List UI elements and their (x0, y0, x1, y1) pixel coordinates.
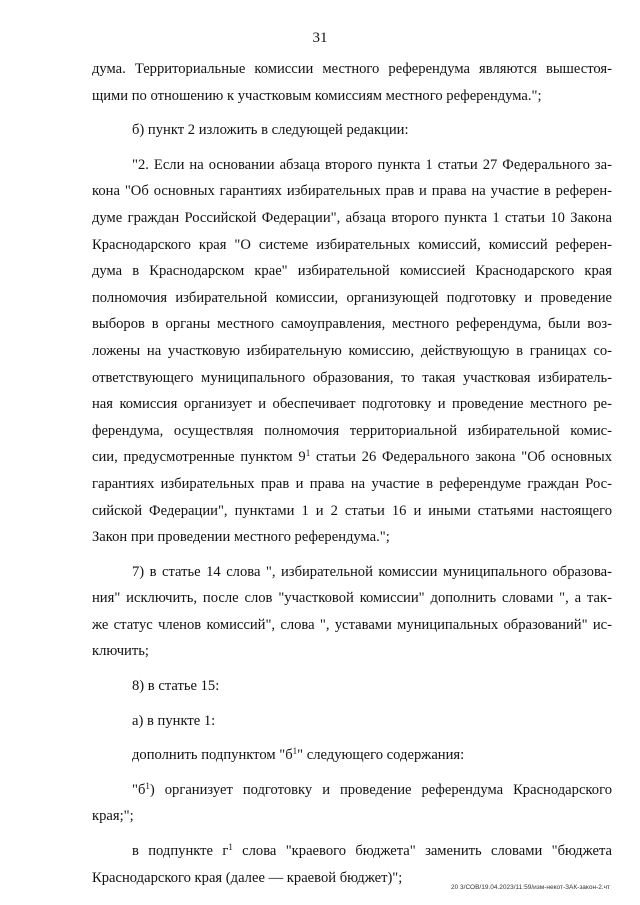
paragraph (92, 56, 612, 109)
text-line: Краснодарского края "О системе избирательных комиссий, комиссий референ- (92, 236, 612, 253)
text-line: ложены на участковую избирательную комиссию, действующую в границах со- (92, 342, 612, 359)
text-segment: "б (132, 781, 146, 798)
text-line: же статус членов комиссий", слова ", уставами муниципальных образований" ис- (92, 616, 612, 633)
text-segment: слова "краевого бюджета" заменить словами "бюджета (232, 843, 612, 860)
superscript: 1 (145, 780, 150, 791)
text-line: думе граждан Российской Федерации", абзаца второго пункта 1 статьи 10 Закона (92, 209, 612, 226)
text-line: полномочия избирательной комиссии, организующей подготовку и проведение (92, 289, 612, 306)
text-line (92, 838, 612, 865)
text-line: Закон при проведении местного референдума."; (92, 529, 390, 546)
paragraph (92, 673, 612, 700)
text-segment: ) организует подготовку и проведение референдума Краснодарского (149, 781, 612, 798)
text-segment: в подпункте г (132, 843, 229, 860)
text-line: а) в пункте 1: (132, 712, 216, 729)
text-line: кона "Об основных гарантиях избирательных прав и права на участие в референ- (92, 183, 612, 200)
text-line: сийской Федерации", пунктами 1 и 2 статьи 16 и иными статьями настоящего (92, 502, 612, 519)
text-line: ная комиссия организует и обеспечивает подготовку и проведение местного ре- (92, 396, 612, 413)
superscript: 1 (305, 448, 311, 459)
text-line (92, 742, 612, 769)
document-body (92, 56, 612, 891)
text-line: ответствующего муниципального образования, то такая участковая избиратель- (92, 369, 612, 386)
paragraph (92, 708, 612, 735)
text-line (92, 444, 612, 471)
text-segment: статьи 26 Федерального закона "Об основных (310, 449, 612, 466)
text-line: 7) в статье 14 слова ", избирательной комиссии муниципального образова- (132, 563, 612, 580)
text-line: "2. Если на основании абзаца второго пункта 1 статьи 27 Федерального за- (132, 156, 612, 173)
paragraph (92, 117, 612, 144)
text-line: б) пункт 2 изложить в следующей редакции: (132, 122, 409, 139)
superscript: 1 (292, 746, 298, 757)
text-line: гарантиях избирательных прав и права на участие в референдуме граждан Рос- (92, 475, 612, 492)
text-line (92, 777, 612, 804)
page-number: 31 (312, 30, 328, 46)
text-line: ферендума, осуществляя полномочия территориальной избирательной комис- (92, 422, 612, 439)
text-line: ния" исключить, после слов "участковой комиссии" дополнить словами ", а так- (92, 590, 612, 607)
text-line: выборов в органы местного самоуправления, местного референдума, были воз- (92, 316, 612, 333)
paragraph (92, 777, 612, 830)
text-line: дума. Территориальные комиссии местного референдума являются вышестоя- (92, 61, 612, 77)
footer-document-code: 20 3/СОВ/19.04.2023/11:59/изм-некот-ЗАК-закон-2.чт (451, 884, 610, 891)
text-line: ключить; (92, 643, 149, 660)
text-segment: сии, предусмотренные пунктом 9 (92, 449, 306, 466)
superscript: 1 (228, 842, 233, 853)
text-segment: " следующего содержания: (297, 747, 465, 764)
text-line: края;"; (92, 808, 134, 825)
paragraph (92, 742, 612, 769)
text-line: дума в Краснодарском крае" избирательной комиссией Краснодарского края (92, 263, 612, 280)
text-line: щими по отношению к участковым комиссиям местного референдума."; (92, 87, 542, 104)
text-line: Краснодарского края (далее — краевой бюджет)"; (92, 869, 403, 886)
text-line: 8) в статье 15: (132, 678, 220, 695)
paragraph (92, 559, 612, 665)
paragraph (92, 152, 612, 551)
text-segment: дополнить подпунктом "б (132, 747, 293, 764)
